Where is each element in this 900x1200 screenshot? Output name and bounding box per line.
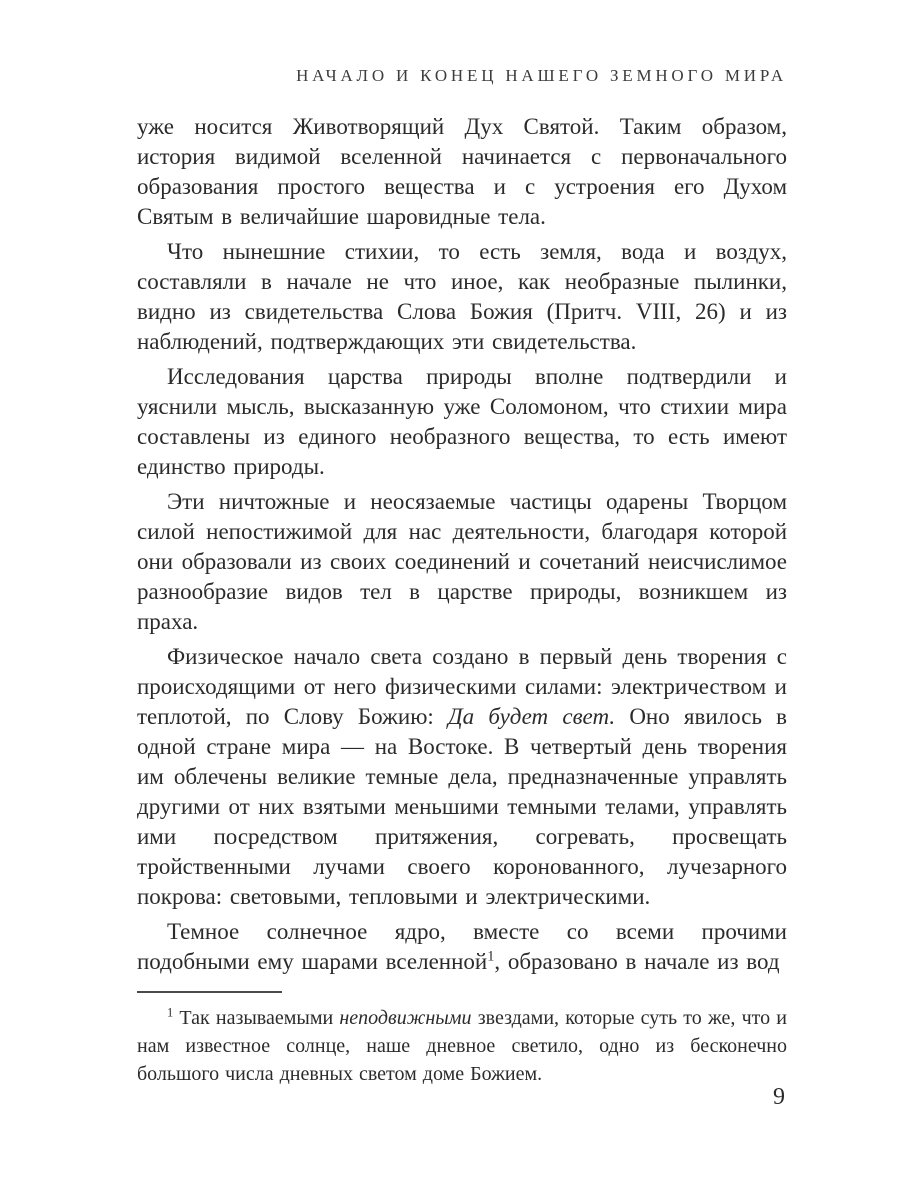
footnote	[137, 1004, 787, 1088]
paragraph-text: Оно явилось в одной стране мира — на Востоке. В четвертый день творения им облечены великие темные дела, предназначенные управлять другими от них взятыми меньшими темными телами, управлять ими посредством притяжения, согревать, просвещать тройственными лучами своего коронованного, лучезарного покрова: световыми, тепловыми и электрическими.	[137, 704, 787, 909]
paragraph-text: Темное солнечное ядро, вместе со всеми прочими подобными ему шарами вселенной	[137, 919, 787, 974]
scripture-quote: Да будет свет.	[447, 704, 616, 729]
paragraph: уже носится Животворящий Дух Святой. Таким образом, история видимой вселенной начинается с первоначального образования простого вещества и с устроения его Духом Святым в величайшие шаровидные тела.	[137, 114, 787, 229]
paragraph: Что нынешние стихии, то есть земля, вода и воздух, составляли в начале не что иное, как необразные пылинки, видно из свидетельства Слова Божия (Притч. VIII, 26) и из наблюдений, подтверждающих эти свидетельства.	[137, 239, 787, 354]
footnote-italic-term: неподвижными	[339, 1007, 472, 1029]
paragraph: Эти ничтожные и неосязаемые частицы одарены Творцом силой непостижимой для нас деятельности, благодаря которой они образовали из своих соединений и сочетаний неисчислимое разнообразие видов тел в царстве природы, возникшем из праха.	[137, 489, 787, 634]
paragraph: Исследования царства природы вполне подтвердили и уяснили мысль, высказанную уже Соломоном, что стихии мира составлены из единого необразного вещества, то есть имеют единство природы.	[137, 364, 787, 479]
paragraph	[137, 917, 787, 977]
footnote-text: звездами, которые суть то же, что и нам известное солнце, наше дневное светило, одно из бесконечно большого числа дневных светом доме Божием.	[137, 1007, 787, 1085]
footnote-marker: 1	[167, 1005, 174, 1020]
running-header: НАЧАЛО И КОНЕЦ НАШЕГО ЗЕМНОГО МИРА	[296, 66, 787, 85]
text-column	[137, 66, 787, 1088]
footnote-text: Так называемыми	[173, 1007, 340, 1029]
paragraph-text: Физическое начало света создано в первый день творения с происходящими от него физическими силами: электричеством и теплотой, по Слову Божию:	[137, 644, 787, 729]
body-text	[137, 112, 787, 1088]
footnote-reference: 1	[487, 948, 495, 965]
paragraph	[137, 642, 787, 912]
footnote-separator	[137, 991, 282, 993]
paragraph-text: , образовано в начале из вод	[494, 949, 780, 974]
page-number: 9	[773, 1084, 785, 1110]
footnote-block	[137, 991, 787, 1088]
